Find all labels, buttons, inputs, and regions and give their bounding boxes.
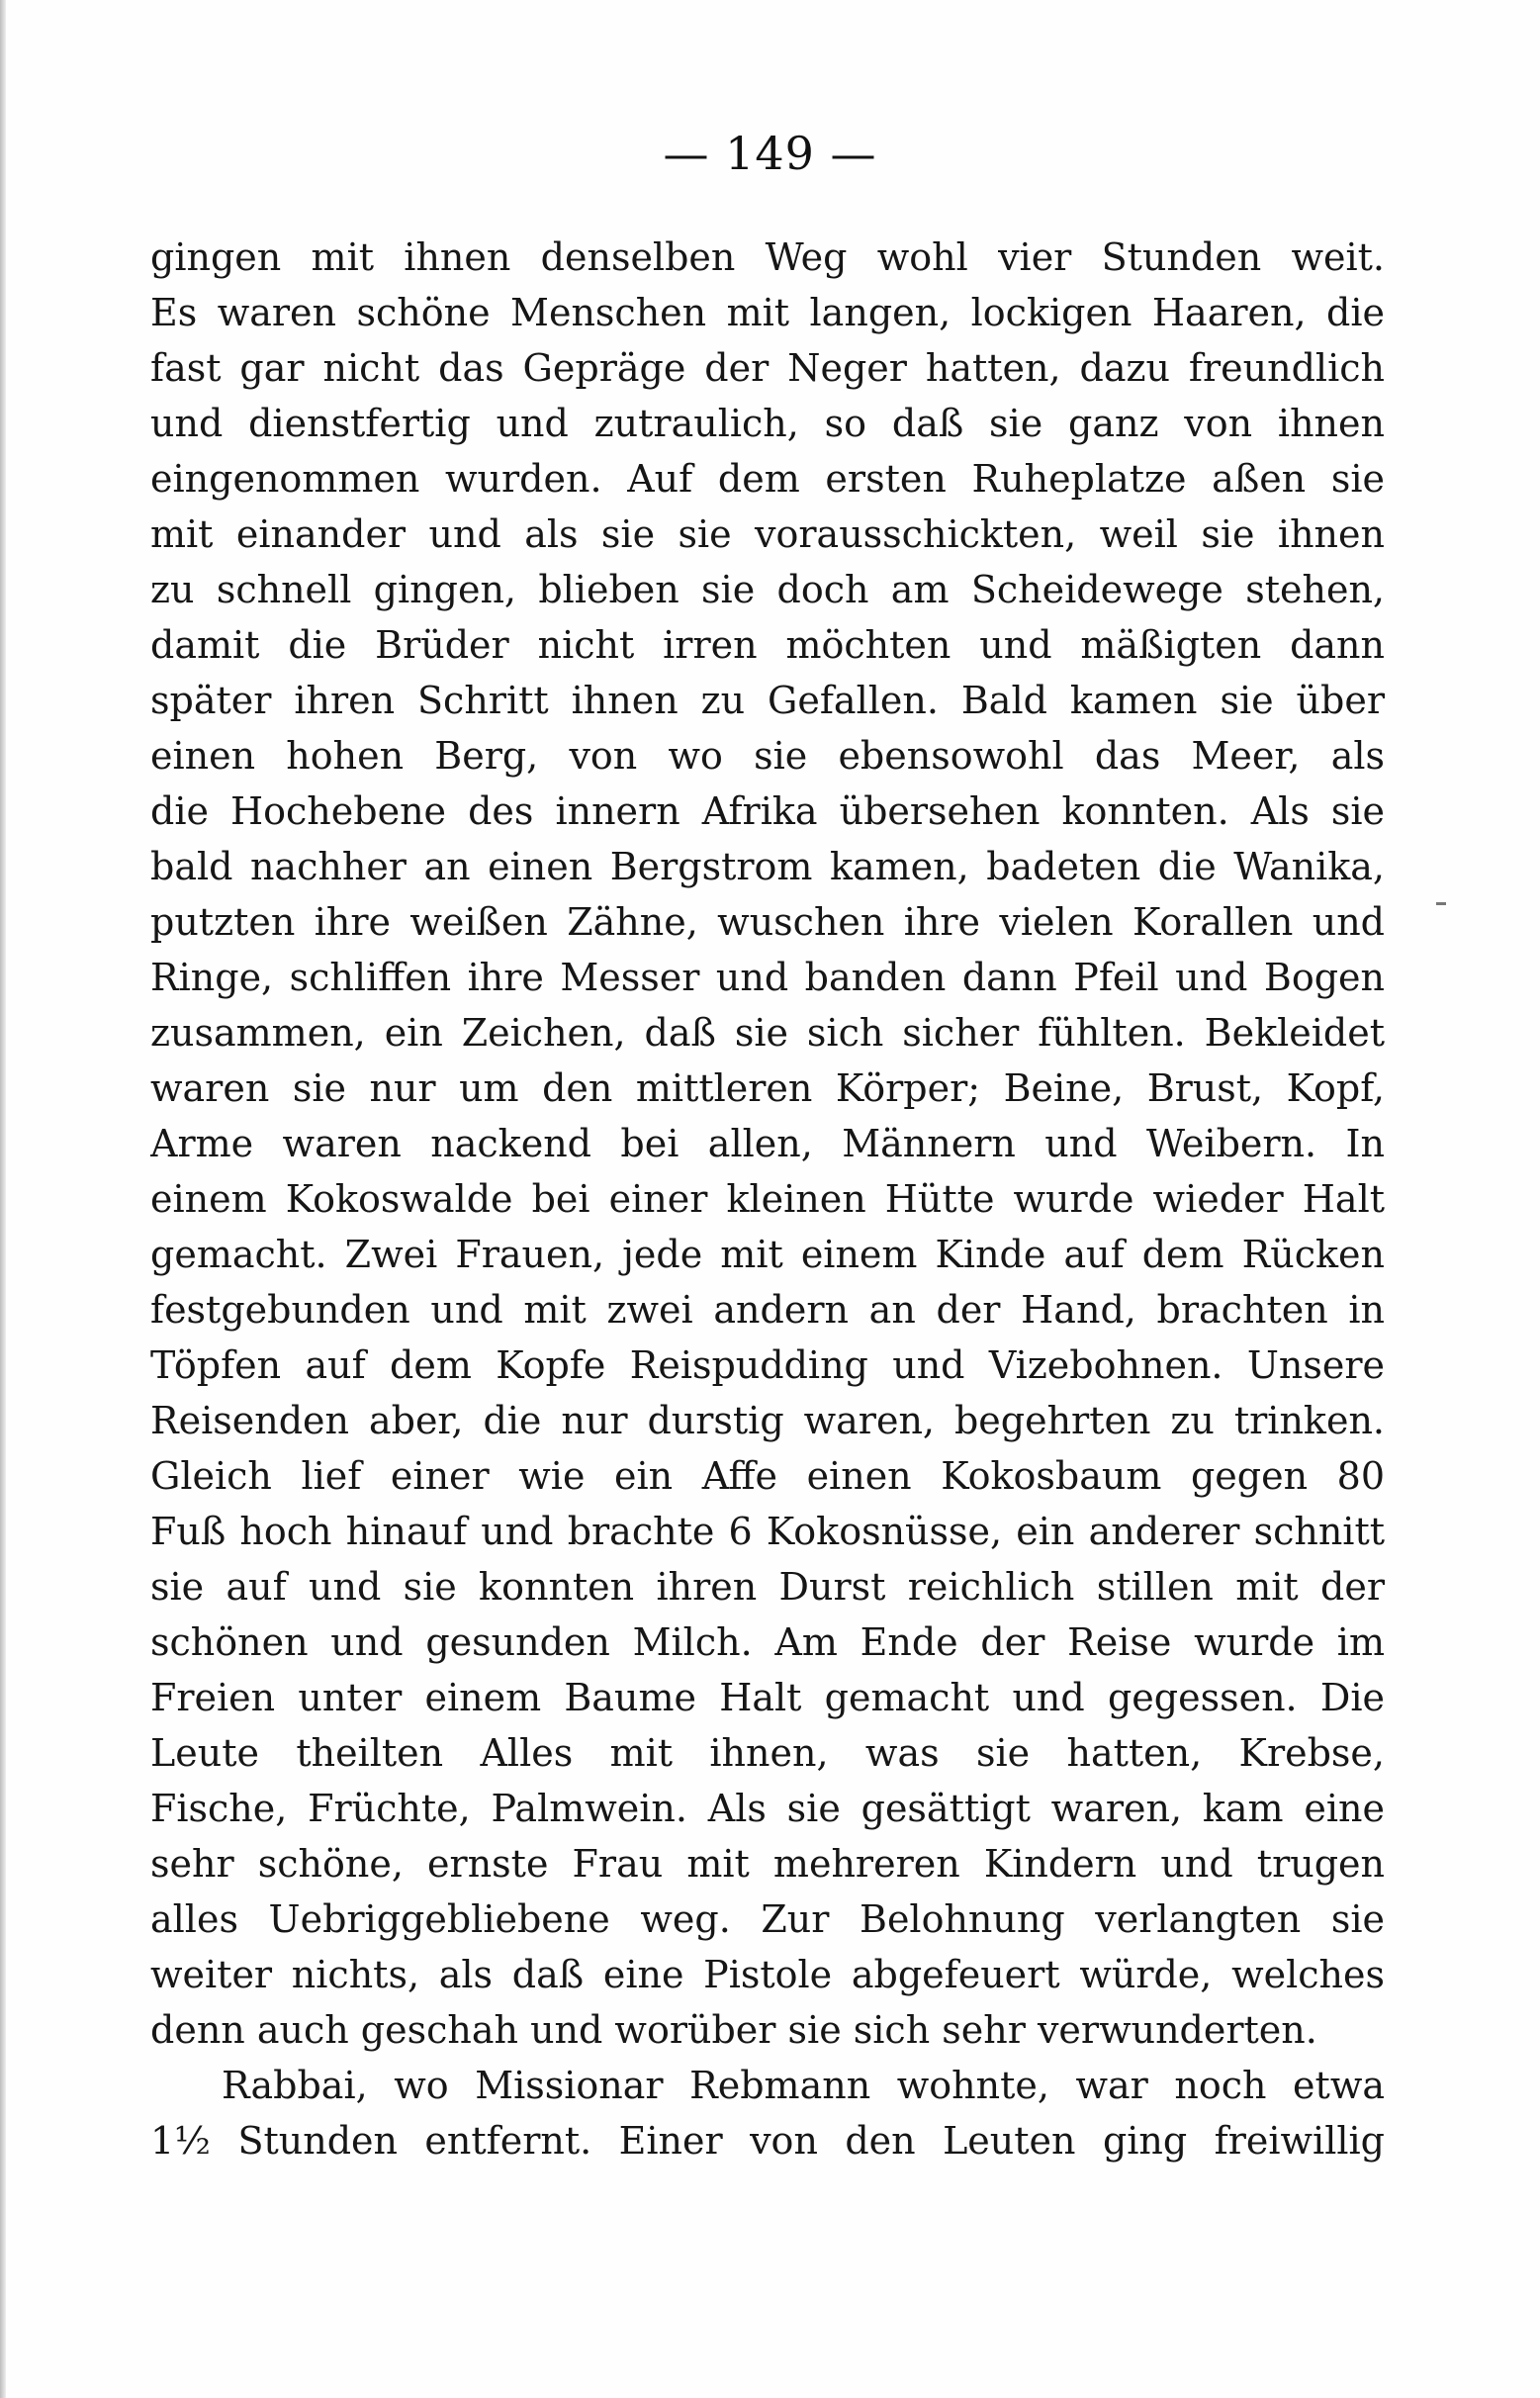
text-line: gingen mit ihnen denselben Weg wohl vier Stunden weit. (150, 235, 1385, 279)
text-line: Fische, Früchte, Palmwein. Als sie gesättigt waren, kam eine (150, 1787, 1385, 1830)
print-speck (1436, 902, 1446, 905)
text-line: denn auch geschah und worüber sie sich sehr verwunderten. (150, 2008, 1317, 2052)
text-line: fast gar nicht das Gepräge der Neger hatten, dazu freundlich (150, 346, 1385, 390)
text-line: bald nachher an einen Bergstrom kamen, badeten die Wanika, (150, 845, 1385, 888)
text-line: 1½ Stunden entfernt. Einer von den Leuten ging freiwillig (150, 2119, 1385, 2163)
text-line: putzten ihre weißen Zähne, wuschen ihre vielen Korallen und (150, 900, 1385, 944)
text-line: Leute theilten Alles mit ihnen, was sie hatten, Krebse, (150, 1731, 1385, 1775)
text-line: festgebunden und mit zwei andern an der Hand, brachten in (150, 1288, 1385, 1332)
text-line: alles Uebriggebliebene weg. Zur Belohnung verlangten sie (150, 1897, 1385, 1941)
text-line: Rabbai, wo Missionar Rebmann wohnte, war noch etwa (222, 2064, 1385, 2107)
text-line: die Hochebene des innern Afrika übersehen konnten. Als sie (150, 789, 1385, 833)
text-line: gemacht. Zwei Frauen, jede mit einem Kinde auf dem Rücken (150, 1233, 1385, 1276)
text-line: später ihren Schritt ihnen zu Gefallen. Bald kamen sie über (150, 679, 1385, 722)
text-line: einen hohen Berg, von wo sie ebensowohl das Meer, als (150, 734, 1385, 778)
page-number: — 149 — (663, 127, 877, 180)
text-line: Fuß hoch hinauf und brachte 6 Kokosnüsse, ein anderer schnitt (150, 1510, 1385, 1553)
text-line: Arme waren nackend bei allen, Männern und Weibern. In (150, 1122, 1385, 1165)
text-line: zu schnell gingen, blieben sie doch am Scheidewege stehen, (150, 568, 1385, 611)
text-line: sie auf und sie konnten ihren Durst reichlich stillen mit der (150, 1565, 1385, 1609)
text-line: Töpfen auf dem Kopfe Reispudding und Vizebohnen. Unsere (150, 1343, 1385, 1387)
text-line: damit die Brüder nicht irren möchten und mäßigten dann (150, 623, 1385, 667)
text-line: zusammen, ein Zeichen, daß sie sich sicher fühlten. Bekleidet (150, 1011, 1385, 1055)
text-line: waren sie nur um den mittleren Körper; Beine, Brust, Kopf, (150, 1066, 1385, 1110)
text-line: einem Kokoswalde bei einer kleinen Hütte wurde wieder Halt (150, 1177, 1385, 1221)
text-line: schönen und gesunden Milch. Am Ende der Reise wurde im (150, 1620, 1385, 1664)
page-edge-shadow (0, 0, 6, 2398)
text-line: eingenommen wurden. Auf dem ersten Ruheplatze aßen sie (150, 457, 1385, 501)
body-text (150, 230, 1385, 2168)
text-line: Freien unter einem Baume Halt gemacht und gegessen. Die (150, 1676, 1385, 1719)
text-line: und dienstfertig und zutraulich, so daß sie ganz von ihnen (150, 402, 1385, 445)
text-line: weiter nichts, als daß eine Pistole abgefeuert würde, welches (150, 1953, 1385, 1996)
text-line: mit einander und als sie sie vorausschickten, weil sie ihnen (150, 512, 1385, 556)
text-line: Ringe, schliffen ihre Messer und banden dann Pfeil und Bogen (150, 956, 1385, 999)
text-line: Es waren schöne Menschen mit langen, lockigen Haaren, die (150, 291, 1385, 334)
text-line: Gleich lief einer wie ein Affe einen Kokosbaum gegen 80 (150, 1454, 1385, 1498)
text-line: sehr schöne, ernste Frau mit mehreren Kindern und trugen (150, 1842, 1385, 1886)
text-line: Reisenden aber, die nur durstig waren, begehrten zu trinken. (150, 1399, 1385, 1442)
